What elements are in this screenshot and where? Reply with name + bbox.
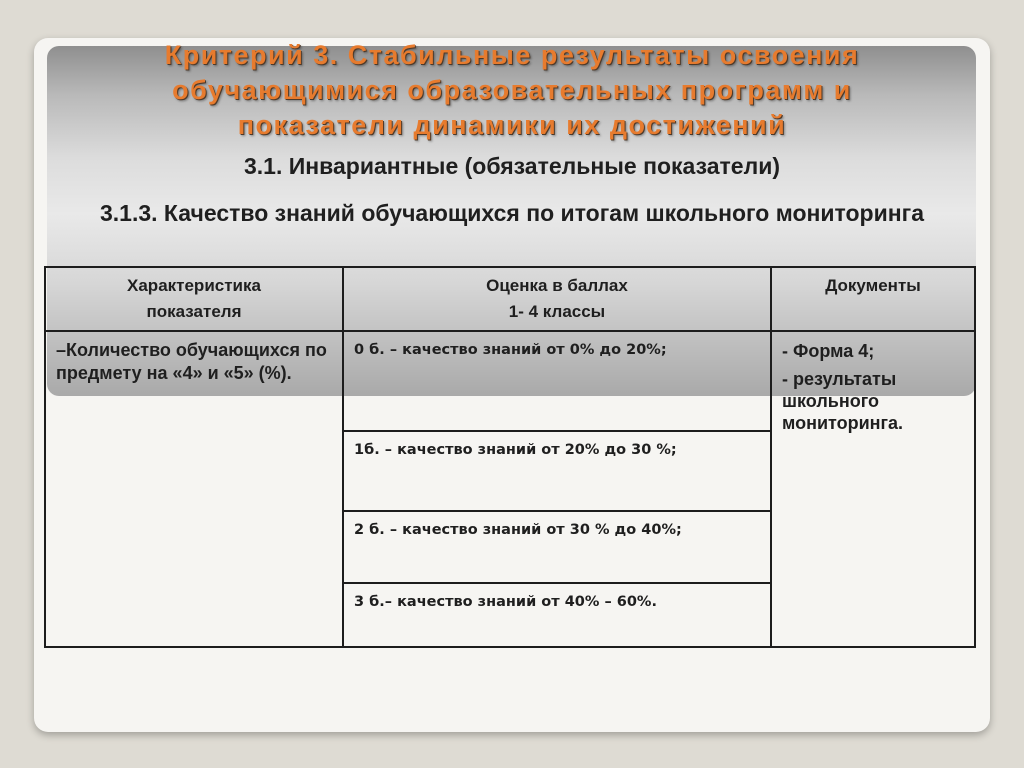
document-item: - Форма 4; (782, 341, 875, 361)
header-indicator (45, 267, 343, 331)
section-subheading: 3.1. Инвариантные (обязательные показатели) (243, 153, 781, 179)
title-line: показатели динамики их достижений (237, 110, 787, 140)
header-score-line: Оценка в баллах (486, 276, 628, 295)
header-score-line: 1- 4 классы (508, 302, 606, 321)
score-cell: 3 б.– качество знаний от 40% – 60%. (343, 583, 771, 647)
header-documents-line: Документы (825, 276, 921, 295)
header-score (343, 267, 771, 331)
title-line: обучающимися образовательных программ и (172, 75, 852, 105)
table-row (45, 331, 975, 431)
slide-title (60, 38, 964, 143)
document-item: - результаты школьного мониторинга. (782, 369, 904, 433)
documents-cell (771, 331, 975, 647)
header-indicator-line: показателя (146, 302, 242, 321)
table-header-row (45, 267, 975, 331)
header-indicator-line: Характеристика (127, 276, 261, 295)
title-line: Критерий 3. Стабильные результаты освоения (164, 40, 860, 70)
score-cell: 2 б. – качество знаний от 30 % до 40%; (343, 511, 771, 583)
indicator-cell: –Количество обучающихся по предмету на «4» и «5» (%). (45, 331, 343, 647)
score-cell: 0 б. – качество знаний от 0% до 20%; (343, 331, 771, 431)
score-cell: 1б. – качество знаний от 20% до 30 %; (343, 431, 771, 511)
criteria-table (44, 266, 976, 648)
subsection-heading: 3.1.3. Качество знаний обучающихся по итогам школьного мониторинга (100, 200, 924, 226)
header-documents (771, 267, 975, 331)
